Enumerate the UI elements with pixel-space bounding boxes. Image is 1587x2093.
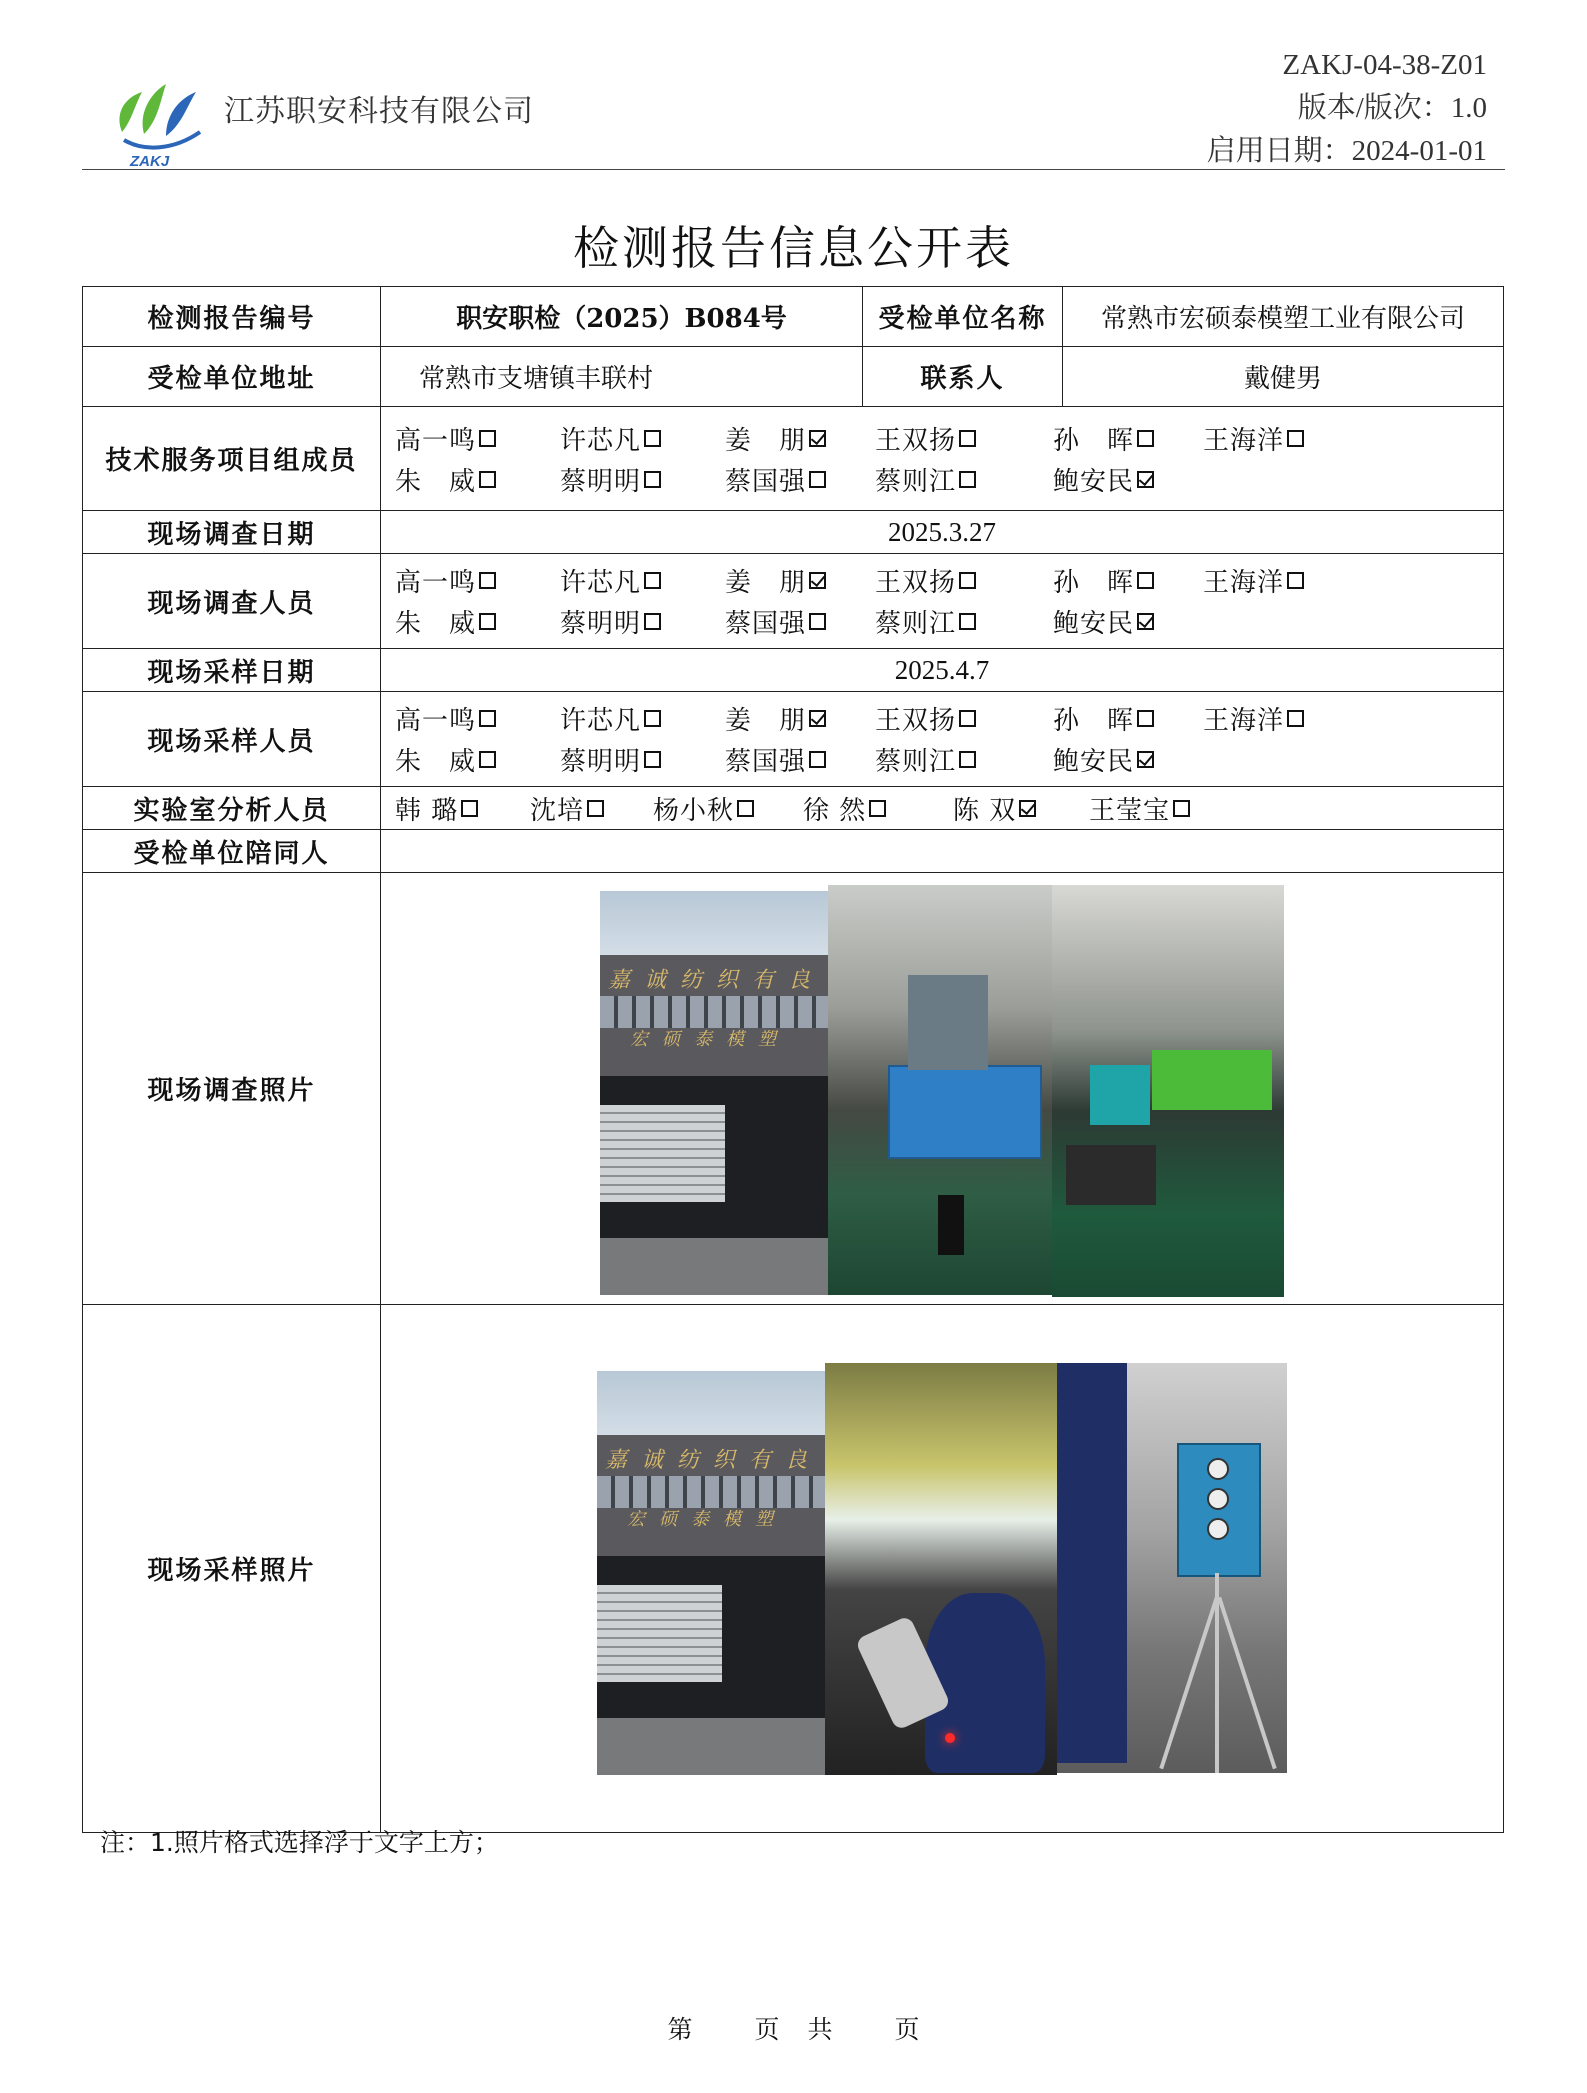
survey-photo-building	[600, 891, 828, 1295]
unchecked-box-icon[interactable]	[737, 800, 754, 817]
person-checkbox[interactable]	[725, 700, 875, 737]
person-checkbox[interactable]	[395, 420, 560, 457]
person-name: 韩 璐	[395, 795, 459, 826]
person-checkbox[interactable]	[560, 461, 725, 498]
footer-total: 共	[807, 2015, 833, 2044]
survey-date-label: 现场调查日期	[83, 511, 381, 554]
person-checkbox[interactable]	[875, 562, 1053, 599]
row-sampling-date	[83, 649, 1504, 692]
person-name: 姜 朋	[725, 425, 807, 456]
person-name: 蔡国强	[725, 466, 807, 497]
person-name: 姜 朋	[725, 706, 807, 736]
person-checkbox[interactable]	[1053, 741, 1203, 778]
row-survey-date	[83, 511, 1504, 554]
checked-box-icon[interactable]	[809, 710, 826, 727]
person-name: 朱 威	[395, 609, 477, 639]
sampling-photos-cell	[381, 1305, 1504, 1833]
person-name: 许芯凡	[560, 568, 642, 598]
survey-photo-label: 现场调查照片	[83, 873, 381, 1305]
contact-label: 联系人	[863, 347, 1063, 407]
people-row	[395, 698, 1503, 739]
lab-label: 实验室分析人员	[83, 787, 381, 830]
address-label: 受检单位地址	[83, 347, 381, 407]
unchecked-box-icon[interactable]	[1137, 572, 1154, 589]
sampling-date-label: 现场采样日期	[83, 649, 381, 692]
person-checkbox[interactable]	[395, 741, 560, 778]
unchecked-box-icon[interactable]	[479, 471, 496, 488]
person-checkbox[interactable]	[953, 790, 1089, 827]
escort-value	[381, 830, 1504, 873]
person-checkbox[interactable]	[1053, 420, 1203, 457]
person-name: 孙 晖	[1053, 425, 1135, 456]
person-checkbox[interactable]	[395, 461, 560, 498]
page-footer	[0, 2010, 1587, 2046]
checked-box-icon[interactable]	[809, 430, 826, 447]
unchecked-box-icon[interactable]	[461, 800, 478, 817]
checked-box-icon[interactable]	[1137, 751, 1154, 768]
person-name: 鲍安民	[1053, 747, 1135, 777]
checked-box-icon[interactable]	[809, 572, 826, 589]
person-name: 蔡明明	[560, 747, 642, 777]
unit-name-label: 受检单位名称	[863, 287, 1063, 347]
unchecked-box-icon[interactable]	[959, 471, 976, 488]
sampling-people-label: 现场采样人员	[83, 692, 381, 787]
unchecked-box-icon[interactable]	[809, 751, 826, 768]
person-checkbox[interactable]	[875, 700, 1053, 737]
survey-date-value: 2025.3.27	[381, 511, 1504, 554]
person-name: 沈培	[530, 795, 585, 826]
survey-people-label: 现场调查人员	[83, 554, 381, 649]
person-checkbox[interactable]	[1053, 700, 1203, 737]
footnote: 注：1.照片格式选择浮于文字上方；	[100, 1828, 499, 1857]
person-name: 王海洋	[1203, 425, 1285, 456]
sign-top-text-2: 嘉诚纺织有良	[605, 1448, 822, 1474]
unchecked-box-icon[interactable]	[587, 800, 604, 817]
unchecked-box-icon[interactable]	[644, 613, 661, 630]
person-name: 徐 然	[803, 795, 867, 826]
person-name: 高一鸣	[395, 706, 477, 736]
person-checkbox[interactable]	[1053, 603, 1203, 640]
person-name: 蔡明明	[560, 609, 642, 639]
footer-page: 第	[667, 2015, 693, 2044]
person-name: 王海洋	[1203, 706, 1285, 736]
sign-bottom-text: 宏硕泰模塑	[630, 1029, 790, 1051]
person-name: 王双扬	[875, 425, 957, 456]
person-checkbox[interactable]	[395, 790, 530, 827]
sampling-photo-building	[597, 1371, 825, 1775]
person-checkbox[interactable]	[875, 420, 1053, 457]
person-checkbox[interactable]	[1203, 700, 1333, 737]
report-no-label: 检测报告编号	[83, 287, 381, 347]
sign-top-text: 嘉诚纺织有良	[608, 968, 825, 994]
survey-photo-injection-machine	[1052, 885, 1284, 1297]
person-name: 王海洋	[1203, 568, 1285, 598]
person-name: 高一鸣	[395, 568, 477, 598]
unchecked-box-icon[interactable]	[869, 800, 886, 817]
survey-people	[381, 554, 1504, 649]
unchecked-box-icon[interactable]	[479, 613, 496, 630]
unchecked-box-icon[interactable]	[1287, 572, 1304, 589]
people-row	[395, 788, 1503, 829]
survey-photo-strip	[381, 881, 1503, 1297]
sampling-photo-dust-sampler	[1057, 1363, 1287, 1773]
person-name: 陈 双	[953, 795, 1017, 826]
person-name: 姜 朋	[725, 568, 807, 598]
person-name: 蔡明明	[560, 466, 642, 497]
sampling-photo-strip	[381, 1363, 1503, 1775]
unchecked-box-icon[interactable]	[479, 572, 496, 589]
people-row	[395, 560, 1503, 601]
person-checkbox[interactable]	[395, 603, 560, 640]
person-checkbox[interactable]	[875, 461, 1053, 498]
footer-page-unit: 页	[754, 2015, 780, 2044]
escort-label: 受检单位陪同人	[83, 830, 381, 873]
person-checkbox[interactable]	[725, 562, 875, 599]
sampling-photo-sound-meter	[825, 1363, 1057, 1775]
unchecked-box-icon[interactable]	[959, 751, 976, 768]
survey-photos-cell	[381, 873, 1504, 1305]
person-name: 蔡国强	[725, 609, 807, 639]
person-checkbox[interactable]	[875, 741, 1053, 778]
unchecked-box-icon[interactable]	[1173, 800, 1190, 817]
person-checkbox[interactable]	[725, 461, 875, 498]
person-name: 鲍安民	[1053, 609, 1135, 639]
unchecked-box-icon[interactable]	[809, 471, 826, 488]
unchecked-box-icon[interactable]	[959, 613, 976, 630]
people-row	[395, 418, 1503, 459]
contact-value: 戴健男	[1063, 347, 1504, 407]
doc-effective-date: 启用日期：2024-01-01	[1206, 135, 1487, 167]
people-row	[395, 601, 1503, 642]
checked-box-icon[interactable]	[1019, 800, 1036, 817]
page-title: 检测报告信息公开表	[573, 221, 1014, 275]
person-name: 王双扬	[875, 568, 957, 598]
unchecked-box-icon[interactable]	[644, 710, 661, 727]
person-checkbox[interactable]	[395, 562, 560, 599]
person-name: 孙 晖	[1053, 706, 1135, 736]
person-checkbox[interactable]	[1203, 562, 1333, 599]
unchecked-box-icon[interactable]	[1137, 430, 1154, 447]
doc-code: ZAKJ-04-38-Z01	[1282, 49, 1487, 81]
unchecked-box-icon[interactable]	[809, 613, 826, 630]
address-value: 常熟市支塘镇丰联村	[381, 347, 863, 407]
row-escort	[83, 830, 1504, 873]
logo-text: ZAKJ	[130, 153, 170, 170]
unchecked-box-icon[interactable]	[644, 430, 661, 447]
report-no-value: 职安职检（2025）B084号	[381, 287, 863, 347]
people-row	[395, 739, 1503, 780]
person-name: 蔡则江	[875, 466, 957, 497]
team-label: 技术服务项目组成员	[83, 407, 381, 511]
person-name: 许芯凡	[560, 706, 642, 736]
sign-bottom-text-2: 宏硕泰模塑	[627, 1509, 787, 1531]
unchecked-box-icon[interactable]	[959, 430, 976, 447]
sampling-date-value: 2025.4.7	[381, 649, 1504, 692]
person-checkbox[interactable]	[395, 700, 560, 737]
footer-total-unit: 页	[894, 2015, 920, 2044]
unchecked-box-icon[interactable]	[479, 710, 496, 727]
person-checkbox[interactable]	[653, 790, 803, 827]
unchecked-box-icon[interactable]	[1137, 710, 1154, 727]
unchecked-box-icon[interactable]	[479, 430, 496, 447]
doc-version: 版本/版次：1.0	[1297, 92, 1487, 124]
person-checkbox[interactable]	[875, 603, 1053, 640]
row-report-no	[83, 287, 1504, 347]
zakj-logo	[104, 62, 214, 172]
person-checkbox[interactable]	[560, 700, 725, 737]
header-divider	[82, 169, 1505, 170]
row-address	[83, 347, 1504, 407]
person-checkbox[interactable]	[1053, 461, 1203, 498]
unchecked-box-icon[interactable]	[644, 751, 661, 768]
row-sampling-photos	[83, 1305, 1504, 1833]
unchecked-box-icon[interactable]	[644, 471, 661, 488]
person-name: 王双扬	[875, 706, 957, 736]
checked-box-icon[interactable]	[1137, 613, 1154, 630]
row-team	[83, 407, 1504, 511]
person-name: 杨小秋	[653, 795, 735, 826]
document-info	[1207, 44, 1487, 173]
person-name: 蔡则江	[875, 747, 957, 777]
unit-name-value: 常熟市宏硕泰模塑工业有限公司	[1063, 287, 1504, 347]
person-checkbox[interactable]	[1203, 420, 1333, 457]
person-checkbox[interactable]	[560, 562, 725, 599]
person-name: 孙 晖	[1053, 568, 1135, 598]
person-name: 蔡国强	[725, 747, 807, 777]
person-name: 许芯凡	[560, 425, 642, 456]
person-name: 蔡则江	[875, 609, 957, 639]
person-checkbox[interactable]	[1053, 562, 1203, 599]
unchecked-box-icon[interactable]	[1287, 430, 1304, 447]
row-survey-people	[83, 554, 1504, 649]
person-name: 高一鸣	[395, 425, 477, 456]
checked-box-icon[interactable]	[1137, 471, 1154, 488]
unchecked-box-icon[interactable]	[1287, 710, 1304, 727]
person-checkbox[interactable]	[725, 420, 875, 457]
sampling-people	[381, 692, 1504, 787]
unchecked-box-icon[interactable]	[644, 572, 661, 589]
row-survey-photos	[83, 873, 1504, 1305]
unchecked-box-icon[interactable]	[959, 572, 976, 589]
person-checkbox[interactable]	[560, 741, 725, 778]
people-row	[395, 459, 1503, 500]
row-sampling-people	[83, 692, 1504, 787]
person-name: 王莹宝	[1089, 795, 1171, 826]
info-table	[82, 286, 1504, 1833]
person-name: 朱 威	[395, 466, 477, 497]
person-checkbox[interactable]	[725, 741, 875, 778]
person-name: 鲍安民	[1053, 466, 1135, 497]
person-name: 朱 威	[395, 747, 477, 777]
person-checkbox[interactable]	[725, 603, 875, 640]
person-checkbox[interactable]	[530, 790, 653, 827]
unchecked-box-icon[interactable]	[959, 710, 976, 727]
row-lab	[83, 787, 1504, 830]
team-members	[381, 407, 1504, 511]
sampling-photo-label: 现场采样照片	[83, 1305, 381, 1833]
survey-photo-crusher	[828, 885, 1052, 1295]
person-checkbox[interactable]	[1089, 790, 1219, 827]
person-checkbox[interactable]	[560, 603, 725, 640]
lab-people	[381, 787, 1504, 830]
person-checkbox[interactable]	[803, 790, 953, 827]
person-checkbox[interactable]	[560, 420, 725, 457]
unchecked-box-icon[interactable]	[479, 751, 496, 768]
company-name: 江苏职安科技有限公司	[224, 94, 534, 129]
